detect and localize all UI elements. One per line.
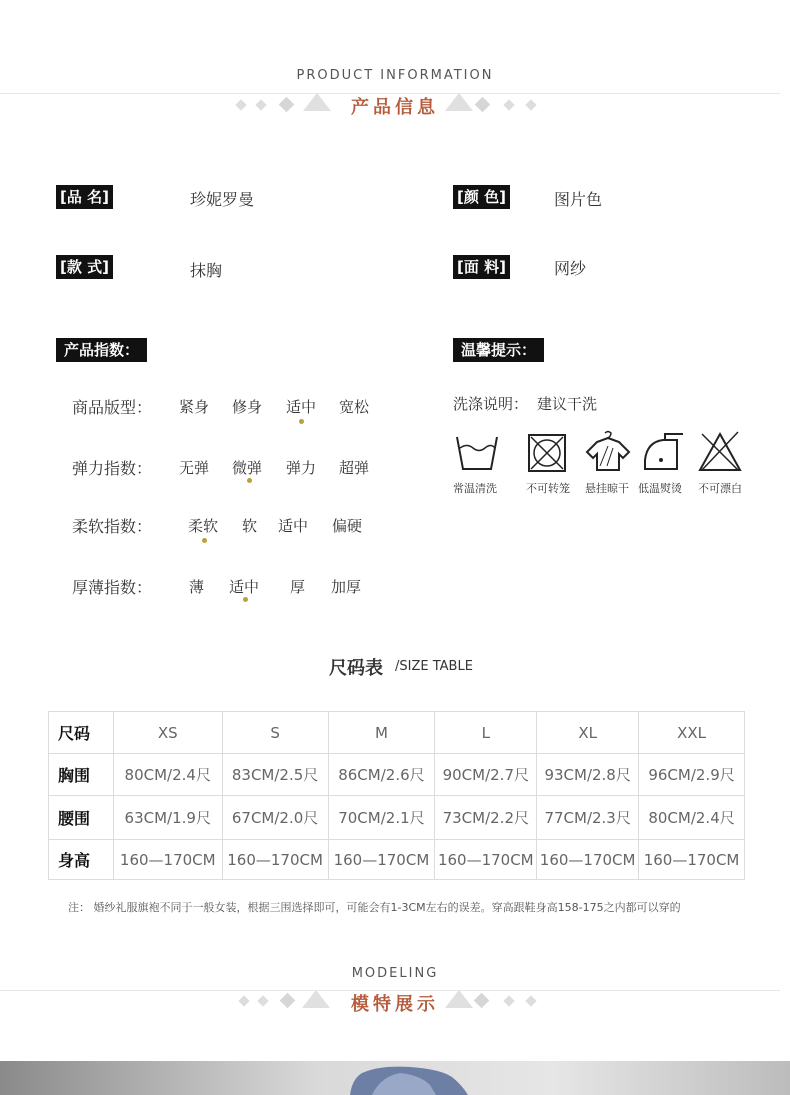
index-title: 产品指数： — [56, 338, 147, 362]
index-option: 柔软 — [188, 517, 219, 535]
no-tumble-dry-icon — [528, 434, 566, 472]
table-row — [49, 840, 745, 880]
index-option: 修身 — [232, 398, 263, 416]
modeling-title-cn: 模特展示 — [351, 994, 439, 1015]
table-row-header: 腰围 — [49, 796, 114, 840]
table-header-cell: 尺码 — [49, 712, 114, 754]
value-fabric: 网纱 — [554, 259, 587, 278]
table-row-header: 胸围 — [49, 754, 114, 796]
care-label: 悬挂晾干 — [585, 482, 629, 495]
tag-style: [款 式] — [56, 255, 113, 279]
low-iron-icon — [643, 432, 685, 472]
table-header-cell: S — [222, 712, 328, 754]
table-cell: 67CM/2.0尺 — [222, 796, 328, 840]
index-option: 适中 — [286, 398, 317, 416]
index-label-elasticity: 弹力指数： — [72, 459, 153, 478]
modeling-title-en: MODELING — [351, 966, 439, 981]
index-option: 偏硬 — [332, 517, 363, 535]
table-cell: 77CM/2.3尺 — [537, 796, 639, 840]
tag-name: [品 名] — [56, 185, 113, 209]
index-option: 软 — [242, 517, 258, 535]
table-header-cell: M — [328, 712, 435, 754]
table-cell: 96CM/2.9尺 — [639, 754, 745, 796]
care-label: 不可漂白 — [698, 482, 742, 495]
decor-fan-icon — [445, 990, 473, 1008]
care-label: 常温清洗 — [453, 482, 497, 495]
model-dress-shape — [0, 1061, 790, 1095]
table-cell: 160—170CM — [113, 840, 222, 880]
wash-label: 洗涤说明： — [453, 395, 529, 413]
table-cell: 160—170CM — [639, 840, 745, 880]
table-header-cell: L — [435, 712, 537, 754]
tips-title: 温馨提示： — [453, 338, 544, 362]
index-option: 微弹 — [232, 459, 263, 477]
selected-indicator-dot — [202, 538, 207, 543]
index-label-fit: 商品版型： — [72, 398, 153, 417]
table-cell: 80CM/2.4尺 — [639, 796, 745, 840]
selected-indicator-dot — [243, 597, 248, 602]
table-row — [49, 754, 745, 796]
table-cell: 160—170CM — [537, 840, 639, 880]
table-cell: 93CM/2.8尺 — [537, 754, 639, 796]
no-bleach-icon — [698, 430, 742, 472]
size-table-title-en: /SIZE TABLE — [395, 659, 473, 674]
index-option: 适中 — [229, 578, 260, 596]
table-cell: 63CM/1.9尺 — [113, 796, 222, 840]
index-option: 超弹 — [339, 459, 370, 477]
table-row-header: 身高 — [49, 840, 114, 880]
tag-fabric: [面 料] — [453, 255, 510, 279]
table-cell: 73CM/2.2尺 — [435, 796, 537, 840]
index-option: 薄 — [189, 578, 205, 596]
index-label-softness: 柔软指数： — [72, 517, 153, 536]
care-label: 低温熨烫 — [638, 482, 682, 495]
index-option: 厚 — [290, 578, 306, 596]
size-table — [48, 711, 745, 880]
table-cell: 90CM/2.7尺 — [435, 754, 537, 796]
decor-fan-icon — [445, 93, 473, 111]
table-cell: 160—170CM — [222, 840, 328, 880]
table-cell: 160—170CM — [435, 840, 537, 880]
section-title-en: PRODUCT INFORMATION — [296, 68, 494, 83]
table-cell: 86CM/2.6尺 — [328, 754, 435, 796]
table-header-cell: XS — [113, 712, 222, 754]
section-title-cn: 产品信息 — [351, 97, 439, 118]
table-header-row — [49, 712, 745, 754]
value-style: 抹胸 — [190, 261, 223, 280]
index-label-thickness: 厚薄指数： — [72, 578, 153, 597]
value-name: 珍妮罗曼 — [190, 190, 255, 209]
table-header-cell: XL — [537, 712, 639, 754]
table-header-cell: XXL — [639, 712, 745, 754]
index-option: 适中 — [278, 517, 309, 535]
size-table-title-cn: 尺码表 — [329, 658, 383, 679]
model-photo — [0, 1061, 790, 1095]
care-label: 不可转笼 — [526, 482, 570, 495]
hang-dry-icon — [585, 430, 631, 472]
table-cell: 70CM/2.1尺 — [328, 796, 435, 840]
value-color: 图片色 — [554, 190, 603, 209]
size-note: 注： 婚纱礼服旗袍不同于一般女装，根据三围选择即可，可能会有1-3CM左右的误差。穿高跟鞋身高158-175之内都可以穿的 — [68, 901, 681, 914]
index-option: 弹力 — [286, 459, 317, 477]
wash-value: 建议干洗 — [537, 395, 598, 413]
table-cell: 80CM/2.4尺 — [113, 754, 222, 796]
index-option: 紧身 — [179, 398, 210, 416]
selected-indicator-dot — [299, 419, 304, 424]
table-cell: 160—170CM — [328, 840, 435, 880]
index-option: 宽松 — [339, 398, 370, 416]
tag-color: [颜 色] — [453, 185, 510, 209]
table-row — [49, 796, 745, 840]
table-cell: 83CM/2.5尺 — [222, 754, 328, 796]
wash-tub-icon — [455, 434, 499, 472]
index-option: 无弹 — [179, 459, 210, 477]
selected-indicator-dot — [247, 478, 252, 483]
index-option: 加厚 — [331, 578, 362, 596]
